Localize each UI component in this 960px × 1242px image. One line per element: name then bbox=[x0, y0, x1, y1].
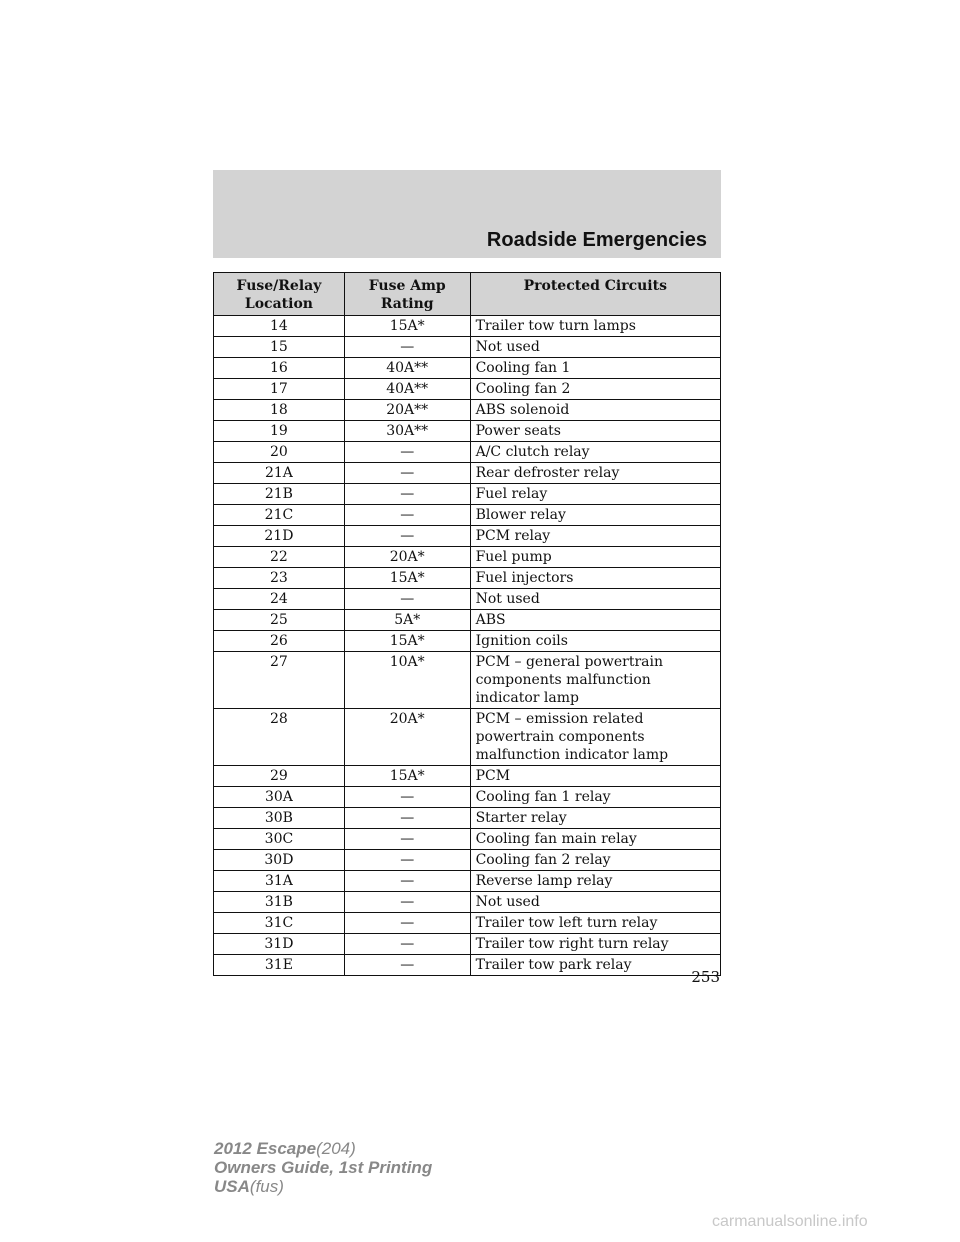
cell-amp-rating: 15A* bbox=[344, 631, 470, 652]
cell-location: 21D bbox=[214, 526, 345, 547]
cell-amp-rating: 20A* bbox=[344, 709, 470, 766]
cell-amp-rating: 40A** bbox=[344, 358, 470, 379]
cell-location: 21B bbox=[214, 484, 345, 505]
cell-amp-rating: 40A** bbox=[344, 379, 470, 400]
cell-protected-circuit: Cooling fan main relay bbox=[470, 829, 720, 850]
table-row bbox=[214, 652, 721, 709]
cell-amp-rating: 15A* bbox=[344, 316, 470, 337]
cell-protected-circuit: Trailer tow left turn relay bbox=[470, 913, 720, 934]
footer-model: 2012 Escape bbox=[214, 1139, 317, 1158]
table-body bbox=[214, 316, 721, 976]
table-row bbox=[214, 631, 721, 652]
cell-protected-circuit: Cooling fan 2 relay bbox=[470, 850, 720, 871]
cell-location: 23 bbox=[214, 568, 345, 589]
cell-protected-circuit: PCM bbox=[470, 766, 720, 787]
cell-location: 26 bbox=[214, 631, 345, 652]
cell-location: 16 bbox=[214, 358, 345, 379]
cell-location: 30D bbox=[214, 850, 345, 871]
footer-line-1 bbox=[214, 1139, 432, 1158]
cell-amp-rating: — bbox=[344, 505, 470, 526]
table-row bbox=[214, 337, 721, 358]
cell-protected-circuit: PCM relay bbox=[470, 526, 720, 547]
cell-location: 22 bbox=[214, 547, 345, 568]
table-row bbox=[214, 568, 721, 589]
cell-protected-circuit: Fuel pump bbox=[470, 547, 720, 568]
cell-protected-circuit: Cooling fan 1 relay bbox=[470, 787, 720, 808]
cell-amp-rating: — bbox=[344, 829, 470, 850]
cell-protected-circuit: Trailer tow turn lamps bbox=[470, 316, 720, 337]
cell-protected-circuit: Trailer tow right turn relay bbox=[470, 934, 720, 955]
cell-protected-circuit: Cooling fan 1 bbox=[470, 358, 720, 379]
cell-amp-rating: — bbox=[344, 850, 470, 871]
cell-protected-circuit: Starter relay bbox=[470, 808, 720, 829]
table-row bbox=[214, 589, 721, 610]
footer-model-code: (204) bbox=[316, 1139, 356, 1158]
footer-line-3 bbox=[214, 1177, 432, 1196]
table-row bbox=[214, 787, 721, 808]
table-row bbox=[214, 829, 721, 850]
table-row bbox=[214, 547, 721, 568]
cell-amp-rating: — bbox=[344, 892, 470, 913]
table-row bbox=[214, 484, 721, 505]
cell-location: 21A bbox=[214, 463, 345, 484]
cell-protected-circuit: ABS solenoid bbox=[470, 400, 720, 421]
cell-protected-circuit: Blower relay bbox=[470, 505, 720, 526]
footer-line-2: Owners Guide, 1st Printing bbox=[214, 1158, 433, 1177]
cell-amp-rating: 30A** bbox=[344, 421, 470, 442]
cell-protected-circuit: Fuel relay bbox=[470, 484, 720, 505]
cell-amp-rating: — bbox=[344, 955, 470, 976]
table-row bbox=[214, 850, 721, 871]
cell-location: 30C bbox=[214, 829, 345, 850]
column-header-location: Fuse/Relay Location bbox=[214, 273, 345, 316]
cell-protected-circuit: Fuel injectors bbox=[470, 568, 720, 589]
fuse-table bbox=[213, 272, 721, 976]
cell-location: 31D bbox=[214, 934, 345, 955]
cell-amp-rating: — bbox=[344, 913, 470, 934]
section-title: Roadside Emergencies bbox=[486, 229, 707, 251]
cell-protected-circuit: PCM – general powertrain components malfunction indicator lamp bbox=[470, 652, 720, 709]
cell-amp-rating: — bbox=[344, 526, 470, 547]
cell-location: 31B bbox=[214, 892, 345, 913]
cell-amp-rating: 5A* bbox=[344, 610, 470, 631]
table-row bbox=[214, 766, 721, 787]
table-row bbox=[214, 358, 721, 379]
cell-amp-rating: — bbox=[344, 442, 470, 463]
cell-location: 30B bbox=[214, 808, 345, 829]
cell-protected-circuit: Power seats bbox=[470, 421, 720, 442]
table-row bbox=[214, 934, 721, 955]
cell-location: 31A bbox=[214, 871, 345, 892]
table-row bbox=[214, 505, 721, 526]
table-row bbox=[214, 400, 721, 421]
cell-location: 27 bbox=[214, 652, 345, 709]
table-row bbox=[214, 913, 721, 934]
table-row bbox=[214, 316, 721, 337]
cell-location: 21C bbox=[214, 505, 345, 526]
table-row bbox=[214, 463, 721, 484]
cell-protected-circuit: ABS bbox=[470, 610, 720, 631]
table-row bbox=[214, 442, 721, 463]
cell-location: 31E bbox=[214, 955, 345, 976]
cell-amp-rating: 10A* bbox=[344, 652, 470, 709]
footer bbox=[214, 1139, 432, 1196]
cell-amp-rating: 15A* bbox=[344, 766, 470, 787]
table-row bbox=[214, 808, 721, 829]
page-number: 253 bbox=[691, 968, 720, 986]
column-header-amp-rating: Fuse Amp Rating bbox=[344, 273, 470, 316]
cell-protected-circuit: Ignition coils bbox=[470, 631, 720, 652]
table-row bbox=[214, 610, 721, 631]
cell-amp-rating: — bbox=[344, 589, 470, 610]
cell-amp-rating: 15A* bbox=[344, 568, 470, 589]
cell-protected-circuit: Not used bbox=[470, 589, 720, 610]
cell-location: 17 bbox=[214, 379, 345, 400]
cell-amp-rating: — bbox=[344, 337, 470, 358]
table-row bbox=[214, 379, 721, 400]
table-row bbox=[214, 526, 721, 547]
cell-amp-rating: — bbox=[344, 871, 470, 892]
table-row bbox=[214, 871, 721, 892]
cell-location: 19 bbox=[214, 421, 345, 442]
cell-protected-circuit: Trailer tow park relay bbox=[470, 955, 720, 976]
cell-amp-rating: — bbox=[344, 787, 470, 808]
cell-location: 14 bbox=[214, 316, 345, 337]
watermark: carmanualsonline.info bbox=[712, 1213, 868, 1230]
cell-location: 30A bbox=[214, 787, 345, 808]
cell-amp-rating: — bbox=[344, 484, 470, 505]
cell-protected-circuit: Rear defroster relay bbox=[470, 463, 720, 484]
cell-amp-rating: 20A* bbox=[344, 547, 470, 568]
cell-amp-rating: — bbox=[344, 934, 470, 955]
cell-location: 15 bbox=[214, 337, 345, 358]
cell-amp-rating: — bbox=[344, 808, 470, 829]
cell-location: 31C bbox=[214, 913, 345, 934]
table-row bbox=[214, 892, 721, 913]
column-header-protected-circuits: Protected Circuits bbox=[470, 273, 720, 316]
cell-amp-rating: — bbox=[344, 463, 470, 484]
cell-protected-circuit: A/C clutch relay bbox=[470, 442, 720, 463]
table-row bbox=[214, 709, 721, 766]
cell-location: 29 bbox=[214, 766, 345, 787]
table-row bbox=[214, 955, 721, 976]
table-header-row bbox=[214, 273, 721, 316]
cell-protected-circuit: Not used bbox=[470, 892, 720, 913]
cell-location: 18 bbox=[214, 400, 345, 421]
cell-protected-circuit: Reverse lamp relay bbox=[470, 871, 720, 892]
section-header bbox=[213, 170, 721, 258]
cell-protected-circuit: PCM – emission related powertrain components malfunction indicator lamp bbox=[470, 709, 720, 766]
cell-location: 20 bbox=[214, 442, 345, 463]
footer-market-code: (fus) bbox=[249, 1177, 284, 1196]
cell-protected-circuit: Cooling fan 2 bbox=[470, 379, 720, 400]
cell-location: 25 bbox=[214, 610, 345, 631]
cell-location: 28 bbox=[214, 709, 345, 766]
cell-location: 24 bbox=[214, 589, 345, 610]
footer-market: USA bbox=[214, 1177, 250, 1196]
cell-protected-circuit: Not used bbox=[470, 337, 720, 358]
cell-amp-rating: 20A** bbox=[344, 400, 470, 421]
table-row bbox=[214, 421, 721, 442]
